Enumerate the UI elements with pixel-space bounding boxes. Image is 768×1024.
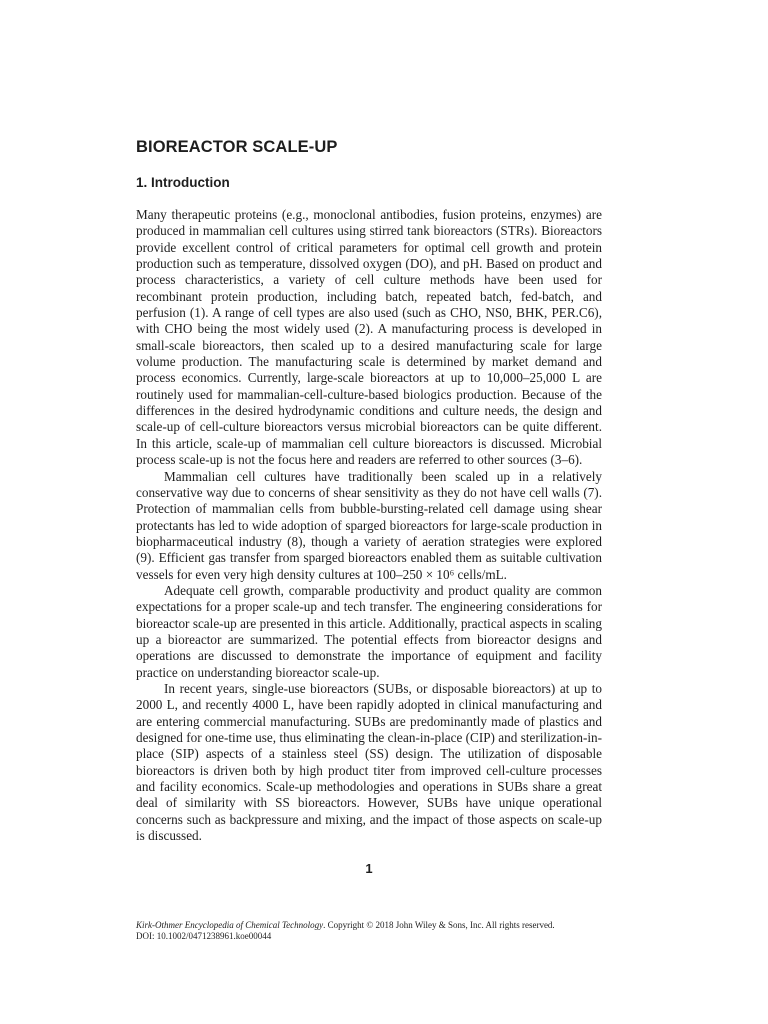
document-page — [136, 0, 602, 1024]
article-body — [136, 207, 602, 844]
paragraph-2: Mammalian cell cultures have traditionally been scaled up in a relatively conservative way due to concerns of shear sensitivity as they do not have cell walls (7). Protection of mammalian cells from bubble-bursting-related cell damage using shear protectants has led to wide adoption of sparged bioreactors for large-scale production in biopharmaceutical industry (8), though a variety of aeration strategies were explored (9). Efficient gas transfer from sparged bioreactors enabled them as suitable cultivation vessels for even very high density cultures at 100–250 × 10⁶ cells/mL. — [136, 468, 602, 582]
footer-copyright: . Copyright © 2018 John Wiley & Sons, Inc. All rights reserved. — [323, 920, 555, 930]
article-title: BIOREACTOR SCALE-UP — [136, 138, 338, 156]
page-footer — [136, 920, 602, 942]
footer-doi: DOI: 10.1002/0471238961.koe00044 — [136, 931, 272, 941]
page-number: 1 — [365, 861, 373, 876]
paragraph-4: In recent years, single-use bioreactors (SUBs, or disposable bioreactors) at up to 2000 L, and recently 4000 L, have been rapidly adopted in clinical manufacturing and are entering commercial manufacturing. SUBs are predominantly made of plastics and designed for one-time use, thus eliminating the clean-in-place (CIP) and sterilization-in-place (SIP) aspects of a stainless steel (SS) design. The utilization of disposable bioreactors is driven both by high product titer from improved cell-culture processes and facility economics. Scale-up methodologies and operations in SUBs share a great deal of similarity with SS bioreactors. However, SUBs have unique operational concerns such as backpressure and mixing, and the impact of those aspects on scale-up is discussed. — [136, 680, 602, 844]
footer-citation — [136, 920, 602, 931]
section-heading-introduction: 1. Introduction — [136, 175, 230, 190]
paragraph-1: Many therapeutic proteins (e.g., monoclonal antibodies, fusion proteins, enzymes) are produced in mammalian cell cultures using stirred tank bioreactors (STRs). Bioreactors provide excellent control of critical parameters for optimal cell growth and protein production such as temperature, dissolved oxygen (DO), and pH. Based on product and process characteristics, a variety of cell culture methods have been used for recombinant protein production, including batch, repeated batch, fed-batch, and perfusion (1). A range of cell types are also used (such as CHO, NS0, BHK, PER.C6), with CHO being the most widely used (2). A manufacturing process is developed in small-scale bioreactors, then scaled up to a desired manufacturing scale for large volume production. The manufacturing scale is determined by market demand and process economics. Currently, large-scale bioreactors at up to 10,000–25,000 L are routinely used for mammalian-cell-culture-based biologics production. Because of the differences in the desired hydrodynamic conditions and culture needs, the design and scale-up of cell-culture bioreactors versus microbial bioreactors can be quite different. In this article, scale-up of mammalian cell culture bioreactors is discussed. Microbial process scale-up is not the focus here and readers are referred to other sources (3–6). — [136, 207, 602, 468]
paragraph-3: Adequate cell growth, comparable productivity and product quality are common expectations for a proper scale-up and tech transfer. The engineering considerations for bioreactor scale-up are presented in this article. Additionally, practical aspects in scaling up a bioreactor are summarized. The potential effects from bioreactor designs and operations are discussed to demonstrate the importance of equipment and facility practice on understanding bioreactor scale-up. — [136, 582, 602, 680]
footer-source-title: Kirk-Othmer Encyclopedia of Chemical Technology — [136, 920, 324, 930]
